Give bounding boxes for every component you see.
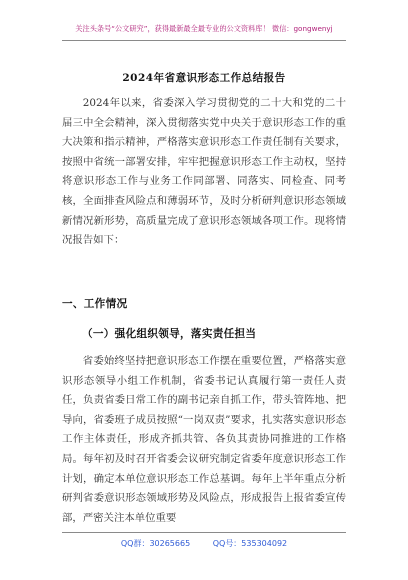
section-heading: 一、工作情况 <box>62 298 128 310</box>
footer-divider <box>62 532 346 533</box>
document-title: 2024年省意识形态工作总结报告 <box>122 72 286 84</box>
promo-banner: 关注头条号“公文研究”，获得最新最全最专业的公文资料库！ 微信：gongwenyj <box>75 24 333 33</box>
intro-paragraph: 2024年以来，省委深入学习贯彻党的二十大和党的二十届三中全会精神，深入贯彻落实党中央关于意识形态工作的重大决策和指示精神，严格落实意识形态工作责任制有关要求，按照中省统一部署安排，牢牢把握意识形态工作主动权，坚持将意识形态工作与业务工作同部署、同落实、同检查、同考核，全面排查风险点和薄弱环节，及时分析研判意识形态领域新情况新形势，高质量完成了意识形态领域各项工作。现将情况报告如下： <box>62 97 346 247</box>
header-divider <box>62 40 346 41</box>
qq-group-text: QQ群：30265665 <box>120 539 191 548</box>
contact-footer <box>0 538 408 549</box>
body-paragraph: 省委始终坚持把意识形态工作摆在重要位置，严格落实意识形态领导小组工作机制，省委书记认真履行第一责任人责任，负责省委日常工作的副书记亲自抓工作，带头管阵地、把导向，省委班子成员按照“一岗双责”要求，扎实落实意识形态工作主体责任，形成齐抓共管、各负其责协同推进的工作格局。每年初及时召开省委会议研究制定省委年度意识形态工作计划，确定本单位意识形态工作总基调。每年上半年重点分析研判省委意识形态领域形势及风险点，形成报告上报省委宣传部，严密关注本单位重要 <box>62 355 346 524</box>
qq-number-text: QQ号：535304092 <box>212 539 288 548</box>
subsection-heading: （一）强化组织领导，落实责任担当 <box>82 328 257 340</box>
